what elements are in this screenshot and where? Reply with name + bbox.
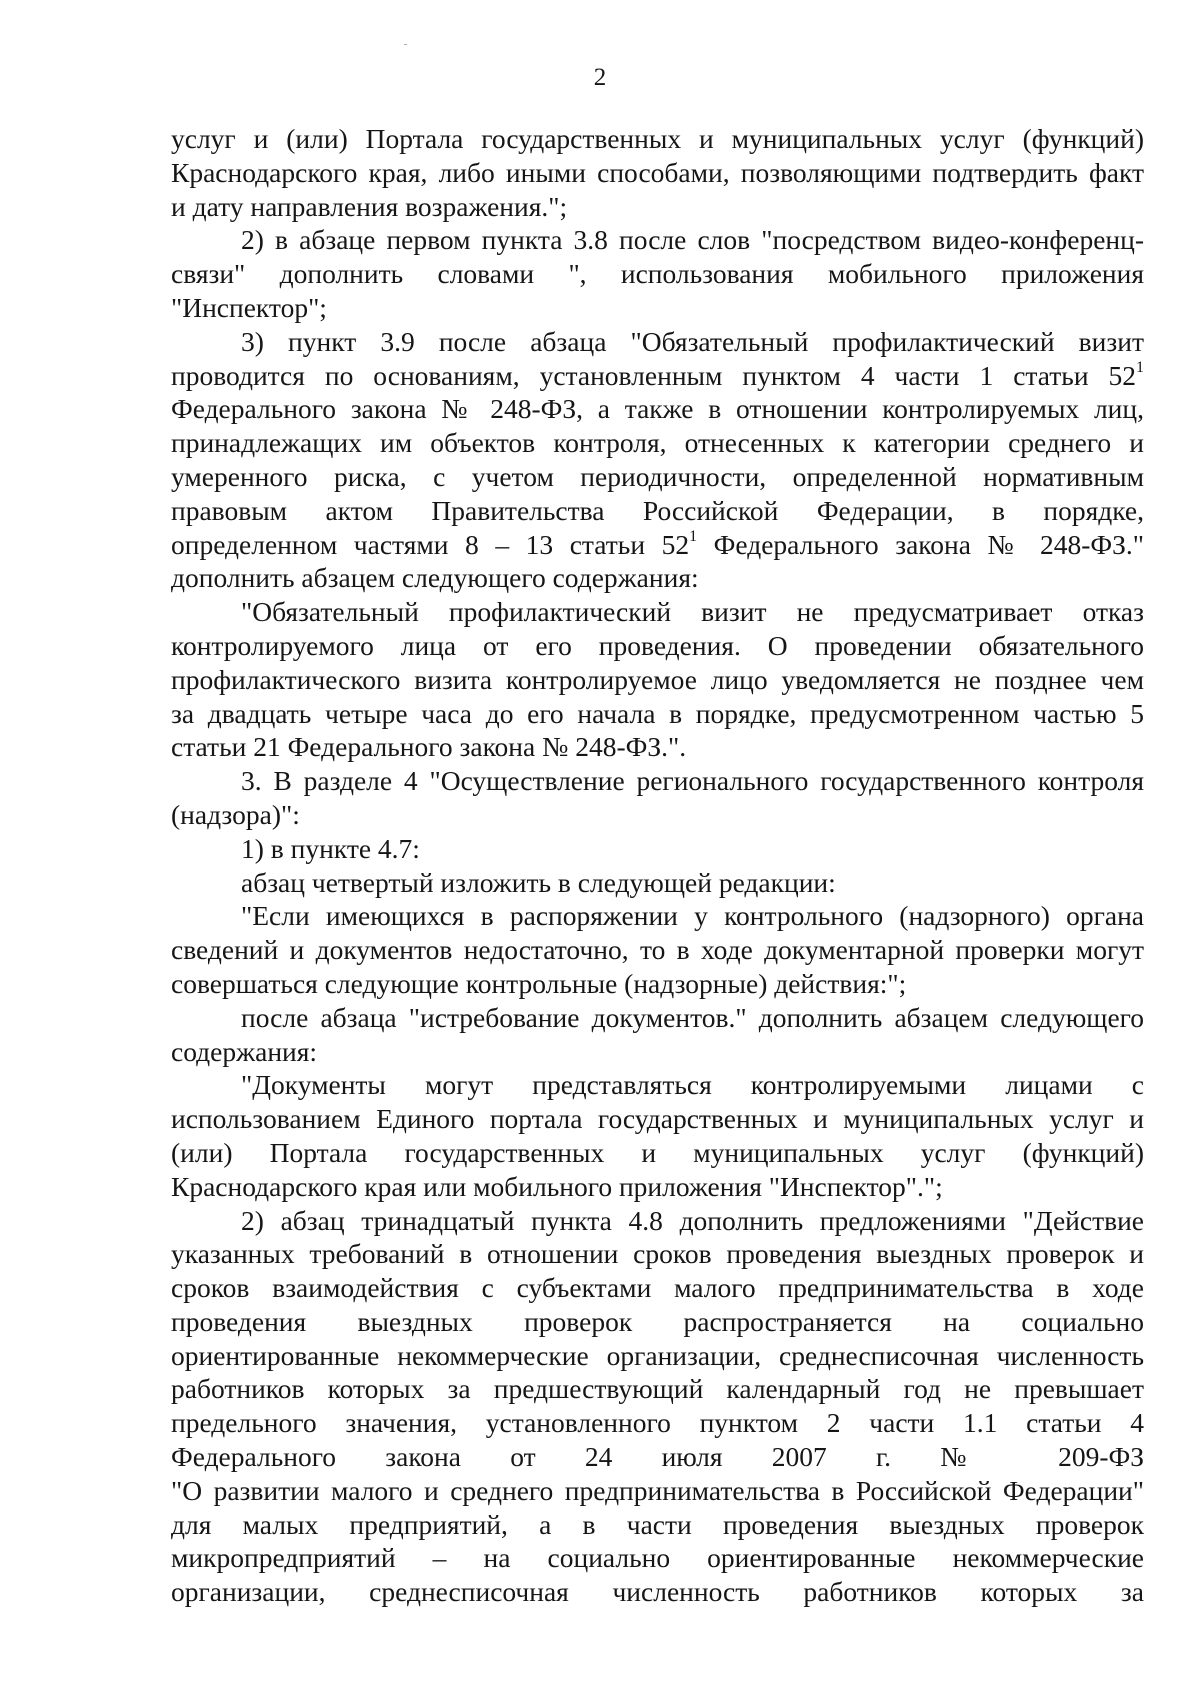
text-line-content: и дату направления возражения."; (171, 190, 568, 222)
text-line-content: для малых предприятий, а в части проведения выездных проверок (171, 1508, 1144, 1540)
text-line (171, 359, 1144, 393)
text-line-content: контролируемого лица от его проведения. О проведении обязательного (171, 629, 1144, 661)
scan-artifact (404, 44, 407, 45)
text-line (171, 223, 1144, 257)
text-line-content: услуг и (или) Портала государственных и муниципальных услуг (функций) (171, 123, 1144, 154)
text-line-content: сроков взаимодействия с субъектами малого предпринимательства в ходе (171, 1272, 1144, 1304)
text-line-content: 2) в абзаце первом пункта 3.8 после слов "посредством видео-конференц- (241, 224, 1144, 256)
text-line-content: 3) пункт 3.9 после абзаца "Обязательный профилактический визит (241, 325, 1144, 357)
text-line (171, 1271, 1144, 1305)
text-line-content: принадлежащих им объектов контроля, отнесенных к категории среднего и (171, 427, 1144, 459)
text-line-content: "Инспектор"; (171, 291, 327, 323)
text-line (171, 1237, 1144, 1271)
superscript: 1 (1136, 359, 1144, 377)
text-line (171, 764, 1144, 798)
text-line-content: умеренного риска, с учетом периодичности, определенной нормативным (171, 460, 1144, 492)
text-line-content: проводится по основаниям, установленным пунктом 4 части 1 статьи 52 (171, 359, 1137, 391)
text-line-content: за двадцать четыре часа до его начала в порядке, предусмотренном частью 5 (171, 697, 1144, 729)
text-line-content: дополнить абзацем следующего содержания: (171, 562, 699, 594)
text-line-content: использованием Единого портала государственных и муниципальных услуг и (171, 1103, 1144, 1135)
text-line-content: связи" дополнить словами ", использования мобильного приложения (171, 258, 1144, 290)
text-line (171, 1136, 1144, 1170)
text-line (171, 663, 1144, 697)
text-line-content: "Если имеющихся в распоряжении у контрольного (надзорного) органа (241, 900, 1144, 932)
document-body (171, 122, 1144, 1609)
text-line (171, 967, 1144, 1001)
text-line-content: (надзора)": (171, 798, 300, 830)
text-line-content: содержания: (171, 1035, 318, 1067)
text-line-content: "Обязательный профилактический визит не предусматривает отказ (241, 596, 1144, 628)
text-line (171, 1339, 1144, 1373)
text-line-content: 1) в пункте 4.7: (241, 832, 420, 864)
text-line (171, 697, 1144, 731)
text-line-content: после абзаца "истребование документов." дополнить абзацем следующего (241, 1001, 1144, 1033)
text-line (171, 1068, 1144, 1102)
text-line-continuation: Федерального закона № 248-ФЗ." (697, 528, 1144, 560)
text-line (171, 1001, 1144, 1035)
text-line-content: Федерального закона № 248-ФЗ, а также в отношении контролируемых лиц, (171, 393, 1144, 425)
text-line (171, 190, 1144, 224)
text-line-content: организации, среднесписочная численность работников которых за (171, 1576, 1144, 1608)
text-line-content: профилактического визита контролируемое лицо уведомляется не позднее чем (171, 663, 1144, 695)
text-line-content: работников которых за предшествующий календарный год не превышает (171, 1373, 1144, 1405)
text-line (171, 933, 1144, 967)
text-line-content: правовым актом Правительства Российской Федерации, в порядке, (171, 494, 1144, 526)
text-line-content: предельного значения, установленного пунктом 2 части 1.1 статьи 4 (171, 1407, 1144, 1439)
text-line-content: Федерального закона от 24 июля 2007 г. № 209-ФЗ (171, 1441, 1144, 1473)
text-line (171, 866, 1144, 900)
text-line (171, 832, 1144, 866)
text-line (171, 730, 1144, 764)
text-line (171, 1102, 1144, 1136)
page-number: 2 (593, 64, 607, 91)
text-line (171, 1575, 1144, 1609)
text-line (171, 798, 1144, 832)
text-line (171, 460, 1144, 494)
text-line (171, 1440, 1144, 1474)
text-line (171, 1204, 1144, 1238)
text-line (171, 1305, 1144, 1339)
text-line-content: ориентированные некоммерческие организации, среднесписочная численность (171, 1339, 1144, 1371)
text-line-content: 3. В разделе 4 "Осуществление регионального государственного контроля (241, 765, 1144, 797)
text-line (171, 1406, 1144, 1440)
text-line-content: "Документы могут представляться контролируемыми лицами с (241, 1069, 1144, 1101)
text-line-content: микропредприятий – на социально ориентированные некоммерческие (171, 1542, 1144, 1574)
text-line (171, 494, 1144, 528)
text-line (171, 291, 1144, 325)
text-line (171, 1170, 1144, 1204)
text-line (171, 1474, 1144, 1508)
text-line (171, 899, 1144, 933)
text-line (171, 156, 1144, 190)
text-line (171, 1372, 1144, 1406)
text-line (171, 325, 1144, 359)
text-line (171, 1541, 1144, 1575)
text-line-content: абзац четвертый изложить в следующей редакции: (241, 866, 836, 898)
text-line-content: сведений и документов недостаточно, то в ходе документарной проверки могут (171, 934, 1144, 966)
text-line (171, 122, 1144, 156)
text-line (171, 528, 1144, 562)
text-line-content: "О развитии малого и среднего предпринимательства в Российской Федерации" (171, 1474, 1144, 1506)
text-line (171, 1035, 1144, 1069)
text-line-content: проведения выездных проверок распространяется на социально (171, 1305, 1144, 1337)
text-line-content: (или) Портала государственных и муниципальных услуг (функций) (171, 1136, 1144, 1168)
text-line-content: совершаться следующие контрольные (надзорные) действия:"; (171, 967, 907, 999)
text-line-content: Краснодарского края, либо иными способами, позволяющими подтвердить факт (171, 156, 1144, 188)
text-line (171, 561, 1144, 595)
text-line-content: Краснодарского края или мобильного приложения "Инспектор"."; (171, 1170, 943, 1202)
text-line (171, 257, 1144, 291)
text-line (171, 629, 1144, 663)
text-line (171, 1508, 1144, 1542)
text-line-content: 2) абзац тринадцатый пункта 4.8 дополнить предложениями "Действие (241, 1204, 1144, 1236)
text-line-content: указанных требований в отношении сроков проведения выездных проверок и (171, 1238, 1144, 1270)
text-line (171, 392, 1144, 426)
superscript: 1 (689, 528, 698, 546)
text-line (171, 595, 1144, 629)
text-line-content: определенном частями 8 – 13 статьи 52 (171, 528, 690, 560)
text-line-content: статьи 21 Федерального закона № 248-ФЗ.". (171, 731, 687, 763)
text-line (171, 426, 1144, 460)
